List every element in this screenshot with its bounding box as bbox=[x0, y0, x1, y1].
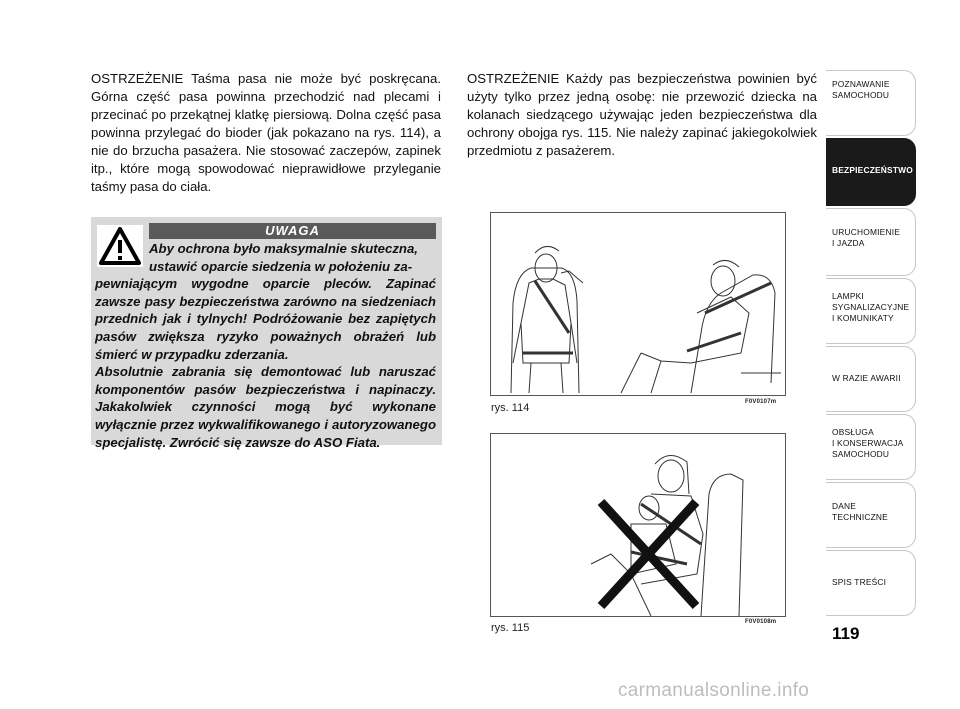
incorrect-seatbelt-illustration bbox=[491, 434, 785, 616]
right-column-text: OSTRZEŻENIE Każdy pas bezpieczeństwa powinien być użyty tylko przez jedną osobę: nie przewozić dziecka na kolanach siedzącego używając jeden bezpieczeństwa dla ochrony obojga rys. 115. Nie należy zapinać jakiegokolwiek przedmiotu z pasażerem. bbox=[467, 71, 817, 158]
warning-paragraph-2: Absolutnie zabrania się demontować lub naruszać komponentów pasów bezpieczeństwa i napinaczy. Jakakolwiek czynności mogą być wykonane wyłącznie przez wykwalifikowanego i autoryzowanego specjalistę. Zwrócić się zawsze do ASO Fiata. bbox=[95, 364, 436, 450]
tab-spis-tresci[interactable]: SPIS TREŚCI bbox=[826, 550, 916, 616]
figure-114-caption: rys. 114 bbox=[491, 402, 530, 414]
tab-dane-techniczne[interactable]: DANE TECHNICZNE bbox=[826, 482, 916, 548]
prohibited-x-icon bbox=[601, 502, 696, 606]
figure-115-incorrect-usage-drawing bbox=[490, 433, 786, 617]
tab-lampki-sygnalizacyjne[interactable]: LAMPKI SYGNALIZACYJNE I KOMUNIKATY bbox=[826, 278, 916, 344]
tab-w-razie-awarii[interactable]: W RAZIE AWARII bbox=[826, 346, 916, 412]
warning-line-2: ustawić oparcie siedzenia w położeniu za- bbox=[149, 258, 413, 274]
warning-line-1: Aby ochrona było maksymalnie skuteczna, bbox=[149, 241, 418, 256]
figure-115-caption: rys. 115 bbox=[491, 622, 530, 634]
figure-114-code: F0V0107m bbox=[745, 399, 777, 405]
chapter-sidebar bbox=[826, 70, 916, 616]
tab-poznawanie-samochodu[interactable]: POZNAWANIE SAMOCHODU bbox=[826, 70, 916, 136]
warning-box bbox=[91, 217, 442, 450]
warning-header: UWAGA bbox=[149, 223, 436, 239]
warning-paragraph-1: pewniającym wygodne oparcie pleców. Zapinać zawsze pasy bezpieczeństwa zarówno na siedzeniach przednich jak i tylnych! Podróżowanie bez zapiętych pasów zwiększa ryzyko poważnych obrażeń lub śmierć w przypadku zderzania. bbox=[95, 276, 436, 362]
figure-115-code: F0V0108m bbox=[745, 619, 777, 625]
warning-text bbox=[95, 240, 436, 451]
seatbelt-illustration bbox=[491, 213, 785, 395]
figure-114-seatbelt-drawing bbox=[490, 212, 786, 396]
tab-bezpieczenstwo[interactable]: BEZPIECZEŃSTWO bbox=[826, 138, 916, 206]
tab-obsluga-i-konserwacja[interactable]: OBSŁUGA I KONSERWACJA SAMOCHODU bbox=[826, 414, 916, 480]
watermark: carmanualsonline.info bbox=[618, 680, 810, 701]
left-column-text: OSTRZEŻENIE Taśma pasa nie może być poskręcana. Górna część pasa powinna przechodzić nad plecami i przecinać po przekątnej klatkę piersiową. Dolna część pasa powinna przylegać do bioder (jak pokazano na rys. 114), a nie do brzucha pasażera. Nie stosować zaczepów, zapinek itp., które mogą spowodować nieprawidłowe przyleganie taśmy pasa do ciała. bbox=[91, 71, 441, 194]
page-number: 119 bbox=[832, 624, 860, 643]
tab-uruchomienie-i-jazda[interactable]: URUCHOMIENIE I JAZDA bbox=[826, 208, 916, 276]
